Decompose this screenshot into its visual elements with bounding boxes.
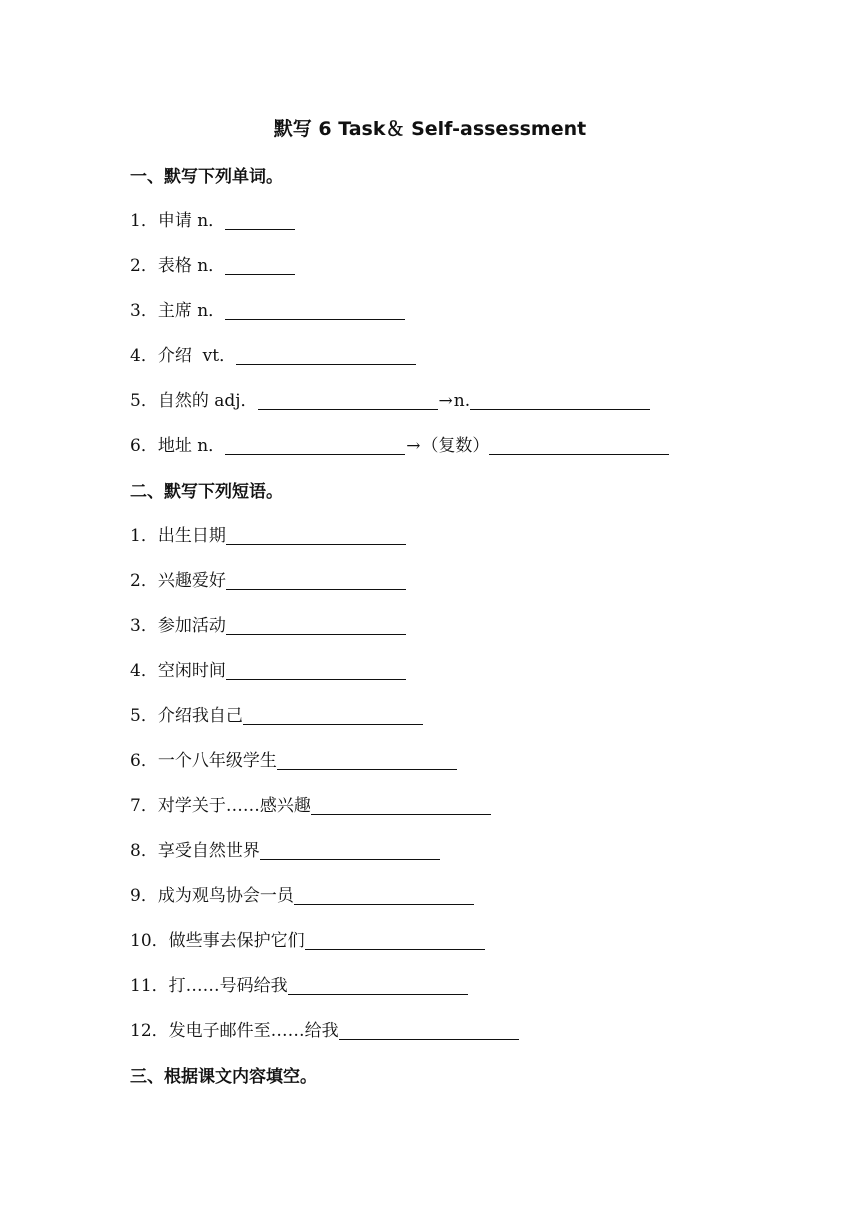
item-number: 3． bbox=[130, 616, 158, 636]
item-prompt: 一个八年级学生 bbox=[157, 751, 277, 771]
section-heading-1: 一、默写下列单词。 bbox=[130, 167, 283, 187]
answer-blank[interactable] bbox=[226, 661, 406, 680]
item-prompt: 享受自然世界 bbox=[157, 841, 260, 861]
item-number: 6． bbox=[130, 751, 158, 771]
item-number: 3． bbox=[130, 301, 158, 321]
phrase-item-3 bbox=[130, 611, 406, 636]
phrase-item-2 bbox=[130, 566, 406, 591]
item-number: 6． bbox=[130, 436, 158, 456]
phrase-item-11 bbox=[130, 971, 468, 996]
page-title: 默写 6 Task＆ Self-assessment bbox=[273, 118, 587, 140]
item-number: 2． bbox=[130, 571, 158, 591]
phrase-item-1 bbox=[130, 521, 406, 546]
answer-blank[interactable] bbox=[226, 526, 406, 545]
answer-blank[interactable] bbox=[339, 1021, 519, 1040]
item-prompt: 做些事去保护它们 bbox=[168, 931, 305, 951]
item-prompt: 表格 n． bbox=[157, 256, 226, 276]
item-prompt: 申请 n． bbox=[157, 211, 226, 231]
item-number: 9． bbox=[130, 886, 158, 906]
answer-blank[interactable] bbox=[470, 391, 650, 410]
word-item-2 bbox=[130, 251, 295, 276]
item-number: 5． bbox=[130, 391, 158, 411]
section-heading-3: 三、根据课文内容填空。 bbox=[130, 1067, 317, 1087]
item-prompt: 出生日期 bbox=[157, 526, 226, 546]
item-number: 4． bbox=[130, 661, 158, 681]
answer-blank[interactable] bbox=[225, 436, 405, 455]
phrase-item-5 bbox=[130, 701, 423, 726]
answer-blank[interactable] bbox=[288, 976, 468, 995]
item-prompt: 空闲时间 bbox=[157, 661, 226, 681]
item-number: 2． bbox=[130, 256, 158, 276]
answer-blank[interactable] bbox=[277, 751, 457, 770]
phrase-item-10 bbox=[130, 926, 485, 951]
answer-blank[interactable] bbox=[236, 346, 416, 365]
word-item-1 bbox=[130, 206, 295, 231]
answer-blank[interactable] bbox=[294, 886, 474, 905]
arrow-icon: → bbox=[438, 391, 453, 411]
item-number: 1． bbox=[130, 211, 158, 231]
item-number: 12． bbox=[130, 1021, 169, 1041]
item-number: 1． bbox=[130, 526, 158, 546]
section-heading-2: 二、默写下列短语。 bbox=[130, 482, 283, 502]
word-item-5 bbox=[130, 386, 650, 411]
answer-blank[interactable] bbox=[260, 841, 440, 860]
phrase-item-6 bbox=[130, 746, 457, 771]
item-prompt: 介绍 vt． bbox=[157, 346, 237, 366]
answer-blank[interactable] bbox=[305, 931, 485, 950]
word-item-3 bbox=[130, 296, 405, 321]
item-prompt: 兴趣爱好 bbox=[157, 571, 226, 591]
phrase-item-9 bbox=[130, 881, 474, 906]
phrase-item-8 bbox=[130, 836, 440, 861]
item-prompt: 介绍我自己 bbox=[157, 706, 243, 726]
phrase-item-4 bbox=[130, 656, 406, 681]
answer-blank[interactable] bbox=[226, 571, 406, 590]
answer-blank[interactable] bbox=[258, 391, 438, 410]
item-prompt: 参加活动 bbox=[157, 616, 226, 636]
item-prompt: 自然的 adj． bbox=[157, 391, 258, 411]
item-prompt: 打……号码给我 bbox=[168, 976, 288, 996]
item-prompt: 成为观鸟协会一员 bbox=[157, 886, 294, 906]
item-prompt: 主席 n． bbox=[157, 301, 226, 321]
arrow-icon: → bbox=[406, 436, 421, 456]
item-prompt: 地址 n． bbox=[157, 436, 226, 456]
answer-blank[interactable] bbox=[311, 796, 491, 815]
item-number: 5． bbox=[130, 706, 158, 726]
item-number: 11． bbox=[130, 976, 169, 996]
answer-blank[interactable] bbox=[489, 436, 669, 455]
phrase-item-12 bbox=[130, 1016, 519, 1041]
answer-blank[interactable] bbox=[225, 301, 405, 320]
answer-blank[interactable] bbox=[226, 616, 406, 635]
answer-blank[interactable] bbox=[225, 211, 295, 230]
word-item-6 bbox=[130, 431, 669, 456]
item-number: 4． bbox=[130, 346, 158, 366]
item-number: 8． bbox=[130, 841, 158, 861]
answer-blank[interactable] bbox=[243, 706, 423, 725]
item-prompt: 对学关于……感兴趣 bbox=[157, 796, 311, 816]
item-suffix: n. bbox=[453, 391, 471, 411]
word-item-4 bbox=[130, 341, 416, 366]
item-suffix: （复数） bbox=[421, 436, 490, 456]
answer-blank[interactable] bbox=[225, 256, 295, 275]
item-number: 7． bbox=[130, 796, 158, 816]
item-prompt: 发电子邮件至……给我 bbox=[168, 1021, 339, 1041]
phrase-item-7 bbox=[130, 791, 491, 816]
item-number: 10． bbox=[130, 931, 169, 951]
